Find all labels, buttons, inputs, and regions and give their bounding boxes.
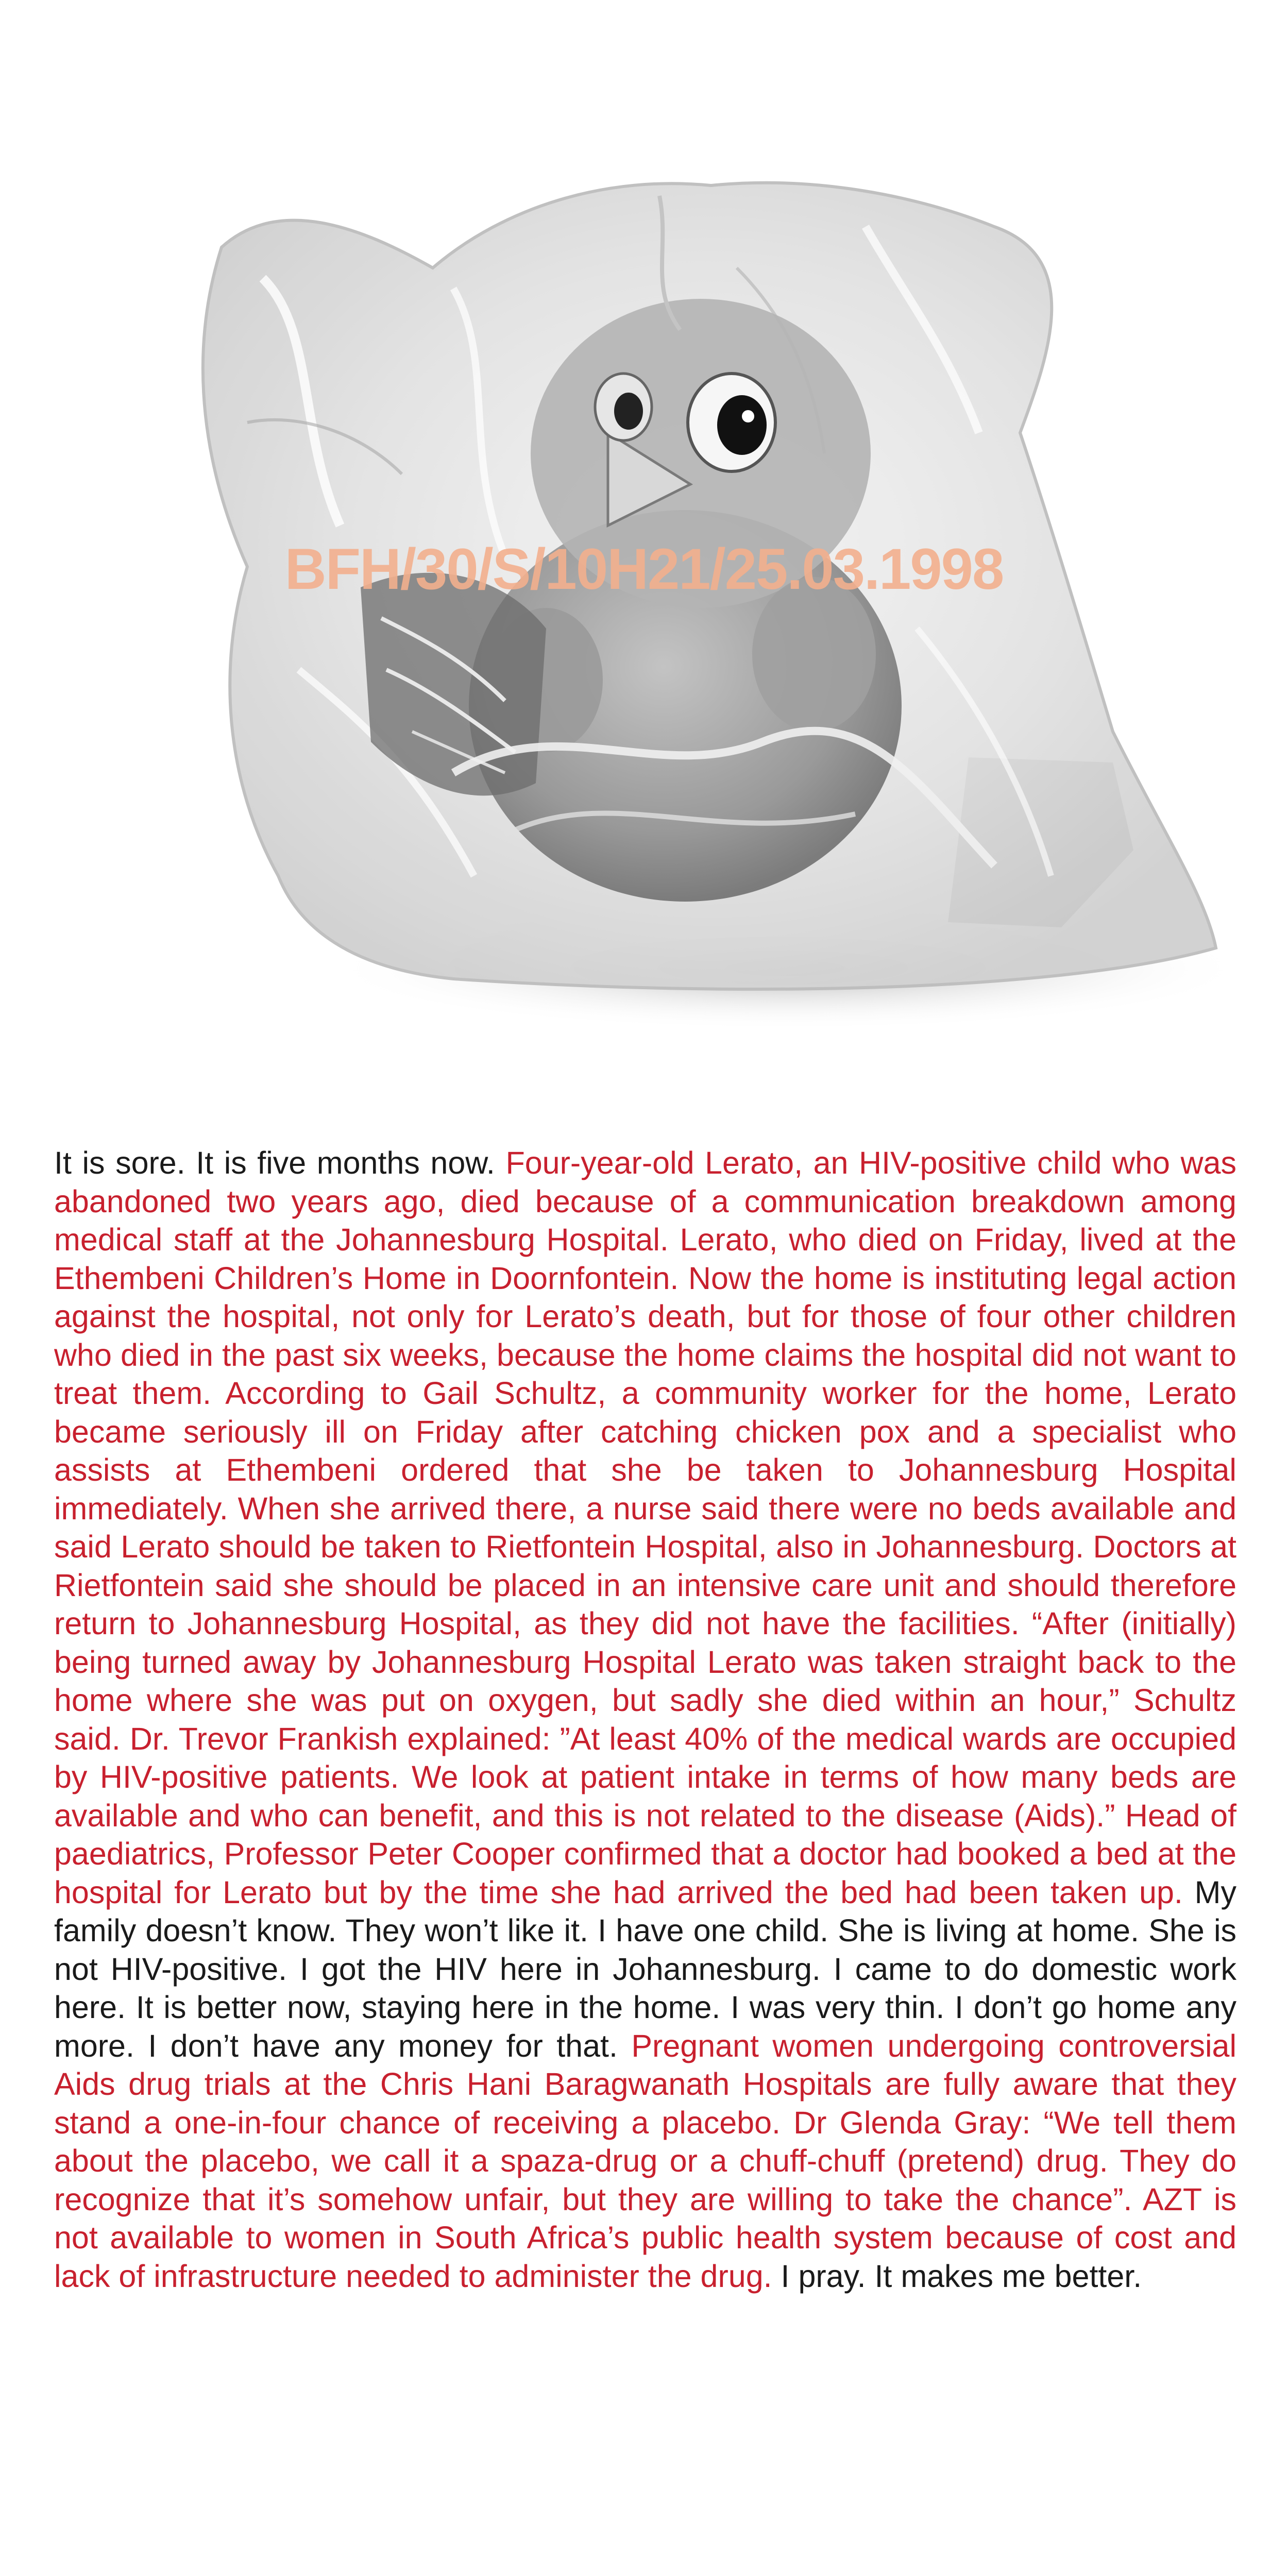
news-report-segment: Four-year-old Lerato, an HIV-positive child who was abandoned two years ago, died because of a communication breakdown among medical staff at the Johannesburg Hospital. Lerato, who died on Friday, lived at the Ethembeni Children’s Home in Doornfontein. Now the home is instituting legal action against the hospital, not only for Lerato’s death, but for those of four other children who died in the past six weeks, because the home claims the hospital did not want to treat them. According to Gail Schultz, a community worker for the home, Lerato became seriously ill on Friday after catching chicken pox and a specialist who assists at Ethembeni ordered that she be taken to Johannesburg Hospital immediately. When she arrived there, a nurse said there were no beds available and said Lerato should be taken to Rietfontein Hospital, also in Johannesburg. Doctors at Rietfontein said she should be placed in an intensive care unit and should therefore return to Johannesburg Hospital, as they did not have the facilities. “After (initially) being turned away by Johannesburg Hospital Lerato was taken straight back to the home where she was put on oxygen, but sadly she died within an hour,” Schultz said. Dr. Trevor Frankish explained: ”At least 40% of the medical wards are occupied by HIV-positive patients. We look at patient intake in terms of how many beds are available and who can benefit, and this is not related to the disease (Aids).” Head of paediatrics, Professor Peter Cooper confirmed that a doctor had booked a bed at the hospital for Lerato but by the time she had arrived the bed had been taken up. — [54, 1145, 1236, 1910]
testimony-segment: It is sore. It is five months now. — [54, 1145, 506, 1180]
plush-bird-photo-icon — [144, 165, 1247, 1051]
archive-reference-code: BFH/30/S/10H21/25.03.1998 — [284, 537, 1004, 601]
news-report-segment: Pregnant women undergoing controversial Aids drug trials at the Chris Hani Baragwanath Hospitals are fully aware that they stand a one-in-four chance of receiving a placebo. Dr Glenda Gray: “We tell them about the placebo, we call it a spaza-drug or a chuff-chuff (pretend) drug. They do recognize that it’s somehow unfair, but they are willing to take the chance”. AZT is not available to women in South Africa’s public health system because of cost and lack of infrastructure needed to administer the drug. — [54, 2028, 1237, 2294]
testimony-segment: I pray. It makes me better. — [781, 2258, 1142, 2294]
testimony-segment: My family doesn’t know. They won’t like it. I have one child. She is living at home. She is not HIV-positive. I got the HIV here in Johannesburg. I came to do domestic work here. It is better now, staying here in the home. I was very thin. I don’t go home any more. I don’t have any money for that. — [54, 1874, 1236, 2063]
article-text — [54, 1144, 1236, 2295]
